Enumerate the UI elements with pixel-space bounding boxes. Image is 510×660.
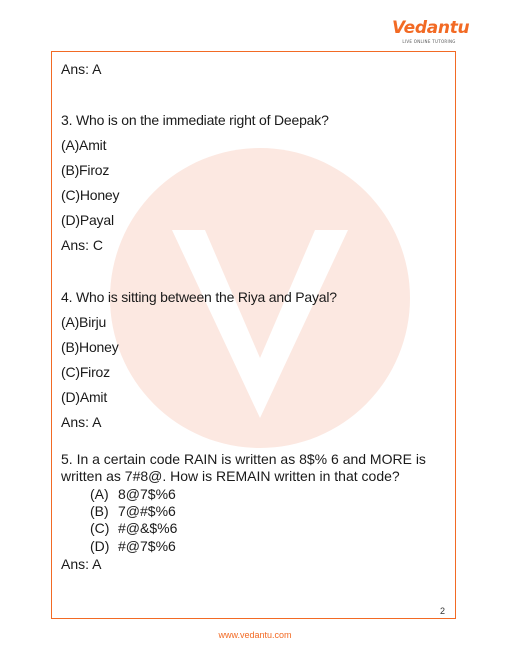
q5-option-text: #@7$%6 (118, 538, 176, 554)
vedantu-logo (392, 18, 470, 48)
logo-tagline: LIVE ONLINE TUTORING (402, 39, 456, 44)
q5-option-d (90, 538, 176, 555)
question-5-line-1: 5. In a certain code RAIN is written as 8$% 6 and MORE is (61, 451, 426, 467)
q5-option-b (90, 503, 176, 520)
q4-option-b: (B)Honey (61, 339, 119, 355)
question-5-line-2: written as 7#8@. How is REMAIN written in that code? (61, 468, 400, 484)
q5-option-label: (B) (90, 503, 109, 519)
q5-option-label: (D) (90, 538, 110, 554)
logo-wordmark: Vedantu (392, 18, 470, 38)
question-3: 3. Who is on the immediate right of Deepak? (61, 112, 329, 128)
q3-option-d: (D)Payal (61, 212, 114, 228)
q5-option-text: 8@7$%6 (118, 486, 176, 502)
answer-q4: Ans: A (61, 414, 102, 430)
q5-option-a (90, 486, 176, 503)
answer-q5: Ans: A (61, 556, 102, 572)
footer-url[interactable]: www.vedantu.com (218, 630, 292, 640)
q4-option-c: (C)Firoz (61, 364, 110, 380)
q5-option-text: 7@#$%6 (118, 503, 176, 519)
q4-option-a: (A)Birju (61, 314, 107, 330)
q3-option-c: (C)Honey (61, 187, 120, 203)
page-number: 2 (440, 606, 446, 616)
q5-option-label: (C) (90, 520, 110, 536)
q3-option-b: (B)Firoz (61, 162, 110, 178)
q5-option-text: #@&$%6 (118, 520, 178, 536)
answer-q2: Ans: A (61, 61, 102, 77)
q5-option-c (90, 520, 177, 537)
answer-q3: Ans: C (61, 237, 104, 253)
q3-option-a: (A)Amit (61, 137, 107, 153)
q4-option-d: (D)Amit (61, 389, 108, 405)
question-4: 4. Who is sitting between the Riya and Payal? (61, 289, 337, 305)
q5-option-label: (A) (90, 486, 109, 502)
